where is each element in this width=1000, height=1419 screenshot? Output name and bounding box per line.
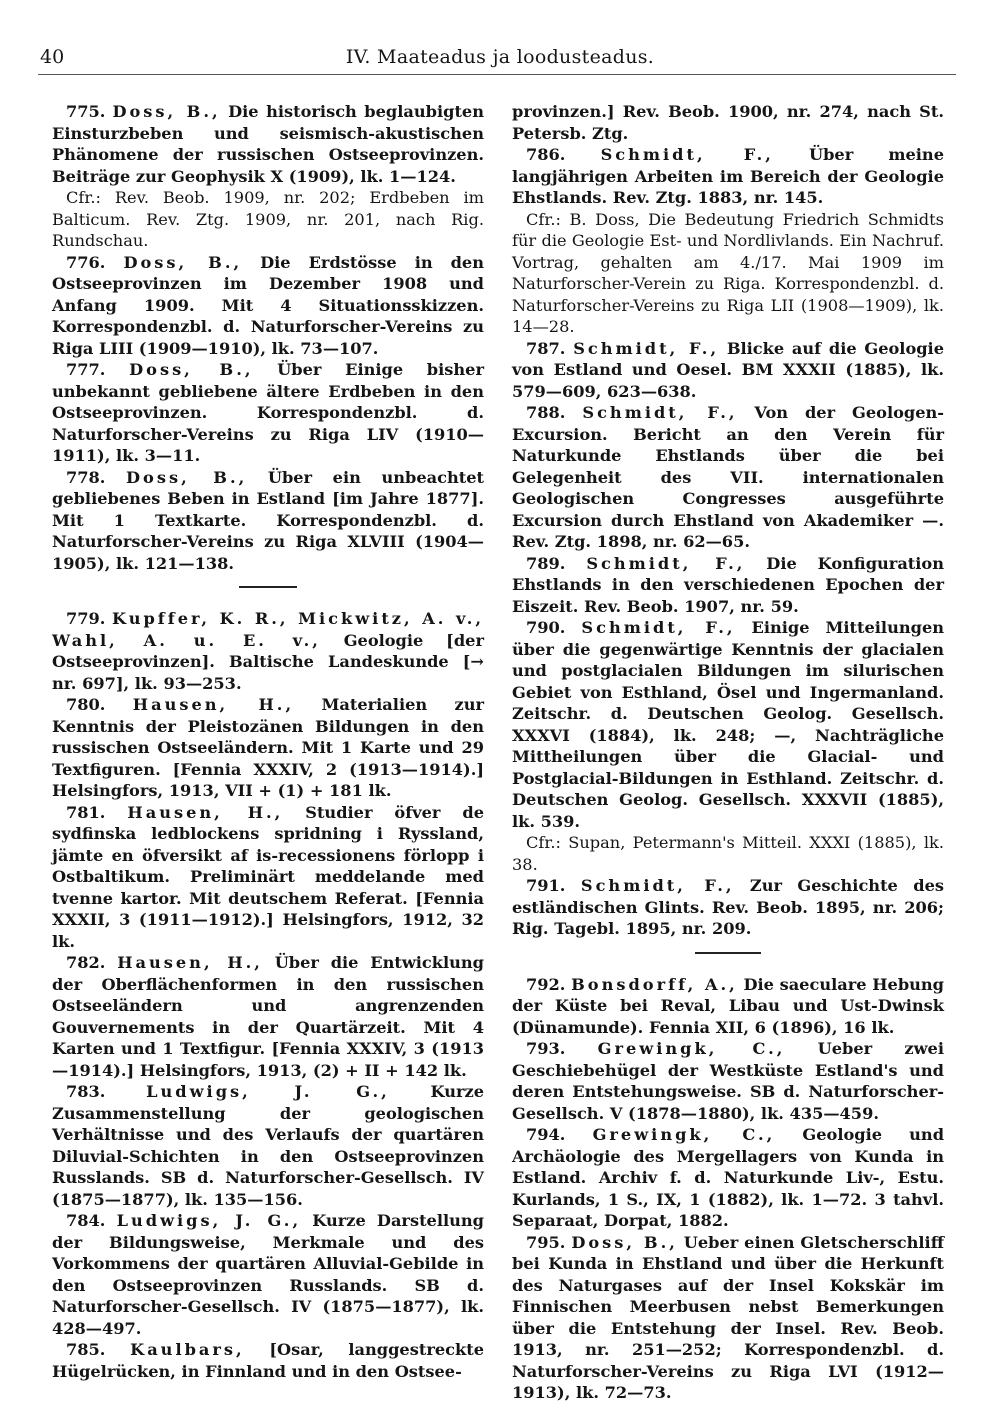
entry-title: Kurze Zusammenstellung der geologischen Verhältnisse und des Verlaufs der quartären Diluvial-Schichten in den Ostseeprovinzen Russlands. SB d. Naturforscher-Gesellsch. IV (1875—1877), lk. 135—156.: [52, 1082, 485, 1209]
entry-author: Schmidt, F.,: [586, 553, 746, 573]
entry-author: Doss, B.,: [126, 467, 248, 487]
entry-title: Über die Entwicklung der Oberflächenformen in den russischen Ostseeländern und angrenzenden Gouvernements in der Quartärzeit. Mit 4 Karten und 1 Textfigur. [Fennia XXXIV, 3 (1913—1914).] Helsingfors, 1913, (2) + II + 142 lk.: [52, 953, 484, 1080]
entry-author: Doss, B.,: [571, 1232, 678, 1252]
entry-title: Über Einige bisher unbekannt gebliebene ältere Erdbeben in den Ostseeprovinzen. Korrespondenzbl. d. Naturforscher-Vereins zu Riga LIV (1910—1911), lk. 3—11.: [52, 360, 484, 465]
entry-791: 791. Schmidt, F., Zur Geschichte des estländischen Glints. Rev. Beob. 1895, nr. 206; Rig. Tagebl. 1895, nr. 209.: [512, 876, 945, 938]
entry-author: Doss, B.,: [123, 252, 243, 272]
entry-785-continued: provinzen.] Rev. Beob. 1900, nr. 274, nach St. Petersb. Ztg.: [512, 102, 944, 143]
entry-author: Schmidt, F.,: [581, 618, 736, 637]
entry-794: 794. Grewingk, C., Geologie und Archäologie des Mergellagers von Kunda in Estland. Archiv f. d. Naturkunde Liv-, Estu. Kurlands, 1 S., IX, 1 (1882), lk. 1—72. 3 tahvl. Separaat, Dorpat, 1882.: [512, 1125, 945, 1230]
entry-title: Die Erdstösse in den Ostseeprovinzen im Dezember 1908 und Anfang 1909. Mit 4 Situationsskizzen. Korrespondenzbl. d. Naturforscher-Vereins zu Riga LIII (1909—1910), lk. 73—107.: [52, 252, 484, 358]
entry-783: 783. Ludwigs, J. G., Kurze Zusammenstellung der geologischen Verhältnisse und des Verlaufs der quartären Diluvial-Schichten in den Ostseeprovinzen Russlands. SB d. Naturforscher-Gesellsch. IV (1875—1877), lk. 135—156.: [52, 1082, 485, 1209]
entry-author: Ludwigs, J. G.,: [116, 1211, 302, 1230]
entry-title: Die historisch beglaubigten Einsturzbeben und seismisch-akustischen Phänomene der russischen Ostseeprovinzen. Beiträge zur Geophysik X (1909), lk. 1—124.: [52, 102, 484, 186]
entry-786-cfr: Cfr.: B. Doss, Die Bedeutung Friedrich Schmidts für die Geologie Est- und Nordlivlands. Ein Nachruf. Vortrag, gehalten am 4./17. Mai 1909 im Naturforscher-Verein zu Riga. Korrespondenzbl. d. Naturforscher-Vereins zu Riga LII (1908—1909), lk. 14—28.: [512, 209, 944, 336]
entry-title: Ueber einen Gletscherschliff bei Kunda in Ehstland und über die Herkunft des Naturgases auf der Insel Kokskär im Finnischen Meerbusen nebst Bemerkungen über die Entstehung der Insel. Rev. Beob. 1913, nr. 251—252; Korrespondenzbl. d. Naturforscher-Vereins zu Riga LVI (1912—1913), lk. 72—73.: [512, 1232, 944, 1402]
entry-title: Über ein unbeachtet gebliebenes Beben in Estland [im Jahre 1877]. Mit 1 Textkarte. Korrespondenzbl. d. Naturforscher-Vereins zu Riga XLVIII (1904—1905), lk. 121—138.: [52, 467, 484, 573]
entry-author: Kupffer, K. R., Mickwitz, A. v., Wahl, A. u. E. v.,: [52, 609, 484, 650]
entry-780: 780. Hausen, H., Materialien zur Kenntnis der Pleistozänen Bildungen in den russischen Ostseeländern. Mit 1 Karte und 29 Textfiguren. [Fennia XXXIV, 2 (1913—1914).] Helsingfors, 1913, VII + (1) + 181 lk.: [52, 695, 485, 800]
entry-title: Geologie und Archäologie des Mergellagers von Kunda in Estland. Archiv f. d. Naturkunde Liv-, Estu. Kurlands, 1 S., IX, 1 (1882), lk. 1—72. 3 tahvl. Separaat, Dorpat, 1882.: [512, 1125, 945, 1230]
entry-author: Hausen, H.,: [132, 695, 295, 714]
entry-title: Einige Mitteilungen über die gegenwärtige Kenntnis der glacialen und postglacialen Bildungen im silurischen Gebiet von Esthland, Ösel und Ingermanland. Zeitschr. d. Deutschen Geolog. Gesellsch. XXXVI (1884), lk. 248; —, Nachträgliche Mittheilungen über die Glacial- und Postglacial-Bildungen in Esthland. Zeitschr. d. Deutschen Geolog. Gesellsch. XXXVII (1885), lk. 539.: [512, 618, 945, 831]
entry-786: 786. Schmidt, F., Über meine langjährigen Arbeiten im Bereich der Geologie Ehstlands. Rev. Ztg. 1883, nr. 145.: [512, 145, 944, 207]
entry-787: 787. Schmidt, F., Blicke auf die Geologie von Estland und Oesel. BM XXXII (1885), lk. 579—609, 623—638.: [512, 338, 945, 401]
entry-author: Ludwigs, J. G.,: [146, 1082, 390, 1101]
entry-title: Von der Geologen-Excursion. Bericht an den Verein für Naturkunde Ehstlands über die bei Gelegenheit des VII. internationalen Geologischen Congresses ausgeführte Excursion durch Ehstland von Akademiker —. Rev. Ztg. 1898, nr. 62—65.: [512, 403, 945, 551]
entry-title: Die saeculare Hebung der Küste bei Reval, Libau und Ust-Dwinsk (Dünamunde). Fennia XII, 6 (1896), 16 lk.: [512, 974, 944, 1037]
entry-title: Kurze Darstellung der Bildungsweise, Merkmale und des Vorkommens der quartären Alluvial-Gebilde in den Ostseeprovinzen Russlands. SB d. Naturforscher-Gesellsch. IV (1875—1877), lk. 428—497.: [52, 1211, 485, 1338]
running-title: IV. Maateadus ja loodusteadus.: [345, 46, 655, 68]
entry-777: 777. Doss, B., Über Einige bisher unbekannt gebliebene ältere Erdbeben in den Ostseeprovinzen. Korrespondenzbl. d. Naturforscher-Vereins zu Riga LIV (1910—1911), lk. 3—11.: [52, 360, 484, 465]
entry-779: 779. Kupffer, K. R., Mickwitz, A. v., Wahl, A. u. E. v., Geologie [der Ostseeprovinzen]. Baltische Landeskunde [→ nr. 697], lk. 93—253.: [52, 609, 484, 693]
entry-title: Materialien zur Kenntnis der Pleistozänen Bildungen in den russischen Ostseeländern. Mit 1 Karte und 29 Textfiguren. [Fennia XXXIV, 2 (1913—1914).] Helsingfors, 1913, VII + (1) + 181 lk.: [52, 695, 485, 800]
entry-title: Studier öfver de sydfinska ledblockens spridning i Ryssland, jämte en öfversikt af is-recessionens förlopp i Ostbaltikum. Preliminärt meddelande med tvenne kartor. Mit deutschem Referat. [Fennia XXXII, 3 (1911—1912).] Helsingfors, 1912, 32 lk.: [52, 802, 485, 951]
entry-author: Grewingk, C.,: [592, 1125, 776, 1144]
entry-778: 778. Doss, B., Über ein unbeachtet gebliebenes Beben in Estland [im Jahre 1877]. Mit 1 Textkarte. Korrespondenzbl. d. Naturforscher-Vereins zu Riga XLVIII (1904—1905), lk. 121—138.: [52, 467, 484, 573]
entry-title: Über meine langjährigen Arbeiten im Bereich der Geologie Ehstlands. Rev. Ztg. 1883, nr. 145.: [512, 145, 944, 207]
section-divider: [239, 586, 297, 588]
entry-title: [Osar, langgestreckte Hügelrücken, in Finnland und in den Ostsee-: [52, 1340, 484, 1381]
entry-790-cfr: Cfr.: Supan, Petermann's Mitteil. XXXI (1885), lk. 38.: [512, 833, 944, 874]
entry-title: Die Konfiguration Ehstlands in den verschiedenen Epochen der Eiszeit. Rev. Beob. 1907, nr. 59.: [512, 553, 945, 616]
left-column: [52, 101, 484, 1382]
entry-785: 785. Kaulbars, [Osar, langgestreckte Hügelrücken, in Finnland und in den Ostsee-: [52, 1340, 484, 1381]
entry-775: 775. Doss, B., Die historisch beglaubigten Einsturzbeben und seismisch-akustischen Phänomene der russischen Ostseeprovinzen. Beiträge zur Geophysik X (1909), lk. 1—124.: [52, 102, 484, 186]
entry-author: Bonsdorff, A.,: [571, 974, 738, 994]
entry-author: Schmidt, F.,: [600, 145, 774, 164]
entry-author: Kaulbars,: [130, 1340, 245, 1359]
entry-author: Doss, B.,: [129, 360, 254, 379]
entry-title: Geologie [der Ostseeprovinzen]. Baltische Landeskunde [→ nr. 697], lk. 93—253.: [52, 630, 484, 693]
entry-author: Grewingk, C.,: [597, 1039, 786, 1058]
entry-775-cfr: Cfr.: Rev. Beob. 1909, nr. 202; Erdbeben im Balticum. Rev. Ztg. 1909, nr. 201, nach Rig. Rundschau.: [52, 188, 484, 250]
entry-author: Schmidt, F.,: [573, 338, 720, 358]
entry-792: 792. Bonsdorff, A., Die saeculare Hebung der Küste bei Reval, Libau und Ust-Dwinsk (Dünamunde). Fennia XII, 6 (1896), 16 lk.: [512, 974, 944, 1037]
entry-789: 789. Schmidt, F., Die Konfiguration Ehstlands in den verschiedenen Epochen der Eiszeit. Rev. Beob. 1907, nr. 59.: [512, 553, 945, 616]
entry-790: 790. Schmidt, F., Einige Mitteilungen über die gegenwärtige Kenntnis der glacialen und postglacialen Bildungen im silurischen Gebiet von Esthland, Ösel und Ingermanland. Zeitschr. d. Deutschen Geolog. Gesellsch. XXXVI (1884), lk. 248; —, Nachträgliche Mittheilungen über die Glacial- und Postglacial-Bildungen in Esthland. Zeitschr. d. Deutschen Geolog. Gesellsch. XXXVII (1885), lk. 539.: [512, 618, 945, 831]
entry-784: 784. Ludwigs, J. G., Kurze Darstellung der Bildungsweise, Merkmale und des Vorkommens der quartären Alluvial-Gebilde in den Ostseeprovinzen Russlands. SB d. Naturforscher-Gesellsch. IV (1875—1877), lk. 428—497.: [52, 1211, 485, 1338]
entry-776: 776. Doss, B., Die Erdstösse in den Ostseeprovinzen im Dezember 1908 und Anfang 1909. Mit 4 Situationsskizzen. Korrespondenzbl. d. Naturforscher-Vereins zu Riga LIII (1909—1910), lk. 73—107.: [52, 252, 484, 358]
section-divider: [695, 952, 761, 954]
entry-author: Doss, B.,: [112, 102, 221, 121]
entry-author: Schmidt, F.,: [580, 876, 735, 895]
entry-author: Hausen, H.,: [117, 953, 263, 972]
entry-title: Blicke auf die Geologie von Estland und Oesel. BM XXXII (1885), lk. 579—609, 623—638.: [512, 338, 945, 401]
entry-title: Zur Geschichte des estländischen Glints. Rev. Beob. 1895, nr. 206; Rig. Tagebl. 1895, nr. 209.: [512, 876, 945, 938]
right-column: [512, 101, 944, 1404]
entry-author: Schmidt, F.,: [582, 403, 738, 422]
entry-title: Ueber zwei Geschiebehügel der Westküste Estland's und deren Entstehungsweise. SB d. Naturforscher-Gesellsch. V (1878—1880), lk. 435—459.: [512, 1039, 944, 1123]
entry-788: 788. Schmidt, F., Von der Geologen-Excursion. Bericht an den Verein für Naturkunde Ehstlands über die bei Gelegenheit des VII. internationalen Geologischen Congresses ausgeführte Excursion durch Ehstland von Akademiker —. Rev. Ztg. 1898, nr. 62—65.: [512, 403, 945, 551]
entry-795: 795. Doss, B., Ueber einen Gletscherschliff bei Kunda in Ehstland und über die Herkunft des Naturgases auf der Insel Kokskär im Finnischen Meerbusen nebst Bemerkungen über die Entstehung der Insel. Rev. Beob. 1913, nr. 251—252; Korrespondenzbl. d. Naturforscher-Vereins zu Riga LVI (1912—1913), lk. 72—73.: [512, 1232, 944, 1402]
entry-793: 793. Grewingk, C., Ueber zwei Geschiebehügel der Westküste Estland's und deren Entstehungsweise. SB d. Naturforscher-Gesellsch. V (1878—1880), lk. 435—459.: [512, 1039, 944, 1123]
page-number: 40: [40, 46, 65, 68]
entry-782: 782. Hausen, H., Über die Entwicklung der Oberflächenformen in den russischen Ostseeländern und angrenzenden Gouvernements in der Quartärzeit. Mit 4 Karten und 1 Textfigur. [Fennia XXXIV, 3 (1913—1914).] Helsingfors, 1913, (2) + II + 142 lk.: [52, 953, 484, 1080]
entry-author: Hausen, H.,: [127, 802, 284, 822]
header-rule: [38, 74, 956, 75]
entry-781: 781. Hausen, H., Studier öfver de sydfinska ledblockens spridning i Ryssland, jämte en öfversikt af is-recessionens förlopp i Ostbaltikum. Preliminärt meddelande med tvenne kartor. Mit deutschem Referat. [Fennia XXXII, 3 (1911—1912).] Helsingfors, 1912, 32 lk.: [52, 802, 485, 951]
